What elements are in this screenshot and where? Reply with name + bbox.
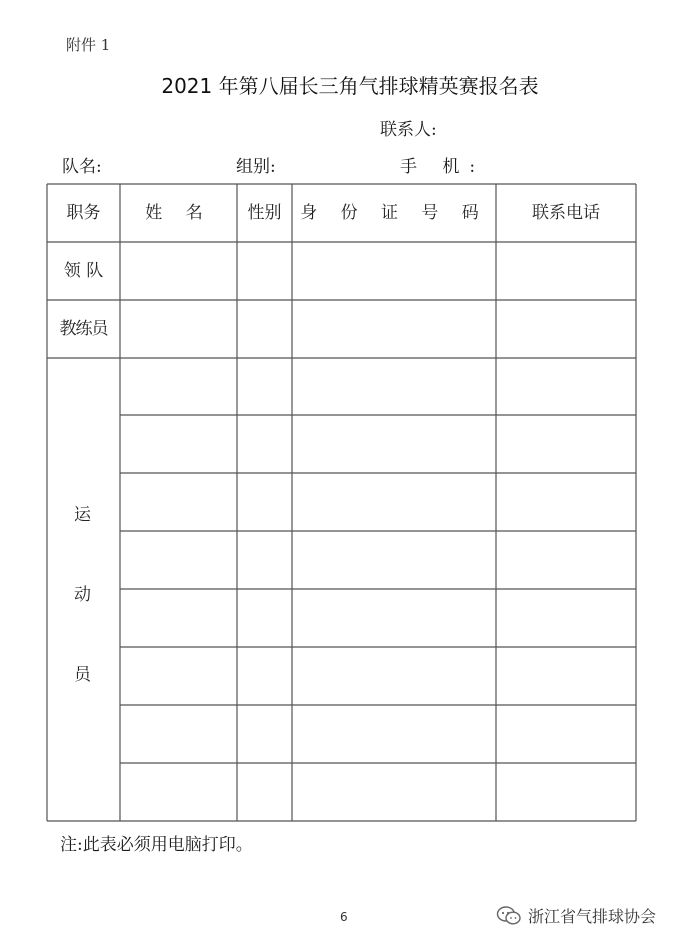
print-note: 注:此表必须用电脑打印。	[60, 835, 253, 855]
role-athlete-char-3: 员	[74, 665, 91, 685]
wechat-watermark	[496, 904, 656, 927]
form-title: 2021 年第八届长三角气排球精英赛报名表	[161, 74, 539, 98]
role-coach: 教练员	[59, 319, 108, 339]
column-header-phone: 联系电话	[532, 203, 600, 223]
role-leader: 领 队	[63, 261, 104, 281]
page-number: 6	[340, 910, 348, 924]
column-header-id-number: 身 份 证 号 码	[300, 203, 488, 223]
team-name-label: 队名:	[62, 157, 102, 177]
wechat-icon	[496, 905, 522, 927]
group-label: 组别:	[236, 157, 276, 177]
column-header-gender: 性别	[247, 203, 282, 223]
phone-label-text: 手 机:	[400, 157, 486, 177]
role-athlete-char-2: 动	[74, 585, 91, 605]
column-header-position: 职务	[66, 203, 101, 223]
contact-person-label: 联系人:	[380, 120, 437, 140]
column-header-name: 姓 名	[145, 203, 212, 223]
watermark-text: 浙江省气排球协会	[528, 907, 657, 926]
attachment-label: 附件 1	[66, 36, 111, 54]
role-athlete-char-1: 运	[74, 505, 91, 525]
